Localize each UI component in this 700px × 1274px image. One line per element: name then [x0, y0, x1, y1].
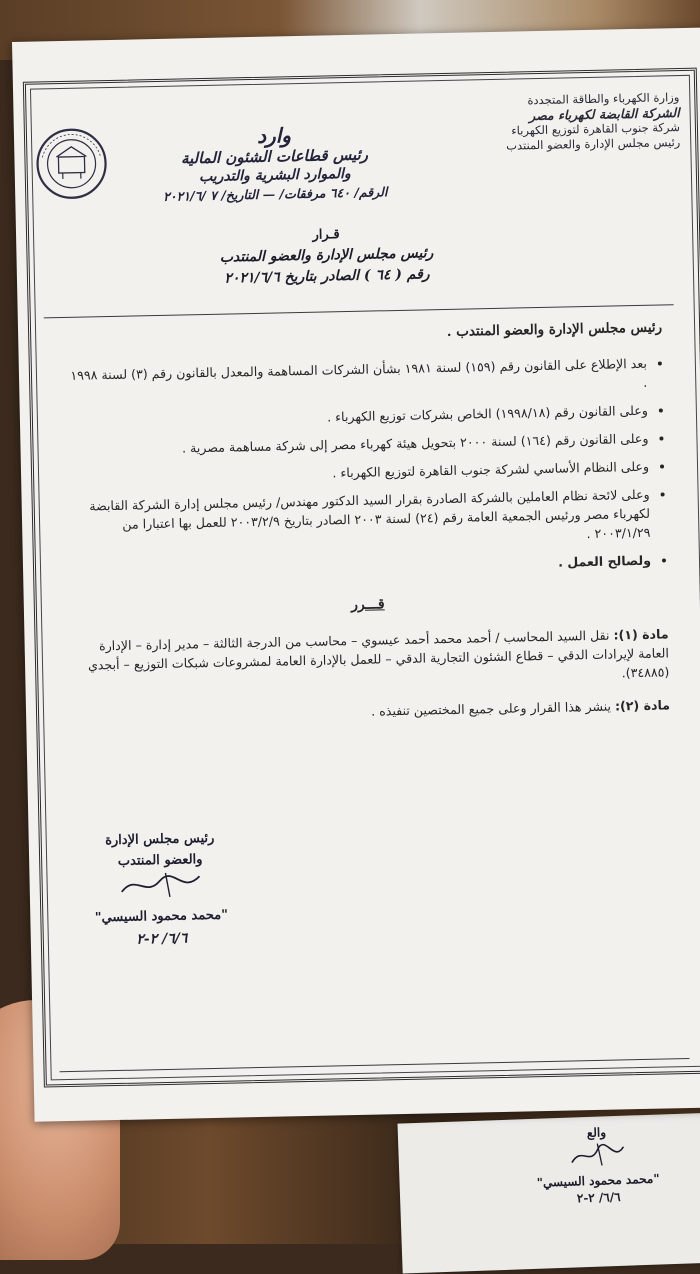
ministry-name: وزارة الكهرباء والطاقة المتجددة — [527, 90, 680, 108]
article-1-text: نقل السيد المحاسب / أحمد محمد أحمد عيسوي – محاسب من الدرجة الثالثة – مدير إدارة – الإدارة العامة لإيرادات الدقي – قطاع الشئون التجارية الدقي – للعمل بالإدارة العامة لمشروعات شبكات التوزيع – أبجدي (٣٤٨٨٥). — [87, 627, 670, 681]
preamble-closing: • ولصالح العمل . — [67, 551, 651, 582]
stamp-word: وارد — [256, 123, 292, 148]
preamble-item: • وعلى لائحة نظام العاملين بالشركة الصادرة بقرار السيد الدكتور مهندس/ رئيس مجلس إدارة الشركة القابضة لكهرباء مصر ورئيس الجمعية العامة رقم (٢٤) لسنة ٢٠٠٣ الصادر بتاريخ ٢٠٠٣/٢/٩ للعمل بها اعتبارا من ٢٠٠٣/١/٢٩ . — [66, 485, 651, 554]
second-page-fragment — [397, 1112, 700, 1273]
second-page-name: "محمد محمود السيسي" — [536, 1171, 660, 1190]
signature-date: ٦/٦/ ٢-٢ — [136, 930, 188, 948]
decision-heading: قـرار — [312, 227, 340, 243]
stamp-line-1: رئيس قطاعات الشئون المالية — [180, 145, 369, 168]
stamp-line-2: والموارد البشرية والتدريب — [198, 165, 351, 186]
letterhead-right — [505, 90, 680, 154]
office-name: رئيس مجلس الإدارة والعضو المنتدب — [506, 135, 681, 153]
article-1-label: مادة (١): — [613, 626, 669, 643]
decision-number: رقم ( ٦٤ ) الصادر بتاريخ ٢٠٢١/٦/٦ — [224, 266, 430, 287]
second-page-signature — [535, 1123, 661, 1209]
signature-title-2: والعضو المنتدب — [117, 852, 203, 869]
preamble-list — [63, 353, 667, 582]
holding-company-name: الشركة القابضة لكهرباء مصر — [529, 105, 680, 124]
preamble-item: • وعلى القانون رقم (١٦٤) لسنة ٢٠٠٠ بتحويل هيئة كهرباء مصر إلى شركة مساهمة مصرية . — [64, 429, 648, 460]
company-name: شركة جنوب القاهرة لتوزيع الكهرباء — [511, 120, 681, 138]
decides-heading: قـــرر — [350, 596, 385, 614]
decision-heading-block — [196, 223, 457, 290]
stamp-reference: الرقم/ ٦٤٠ مرفقات/ — التاريخ/ ٧ /٢٠٢١/٦ — [162, 184, 388, 204]
second-page-fragment-text: والع — [586, 1125, 607, 1141]
preamble-item: • بعد الإطلاع على القانون رقم (١٥٩) لسنة ١٩٨١ بشأن الشركات المساهمة والمعدل بالقانون رقم (٣) لسنة ١٩٩٨ . — [63, 354, 648, 404]
second-page-date: ٦/٦/ ٢-٢ — [576, 1189, 621, 1206]
article-2-label: مادة (٢): — [614, 697, 671, 714]
signature-block — [85, 828, 238, 952]
signatory-name: "محمد محمود السيسي" — [94, 907, 229, 926]
signature-title-1: رئيس مجلس الإدارة — [104, 830, 215, 849]
document-page — [12, 27, 700, 1121]
company-seal-icon — [34, 126, 110, 202]
signature-scribble-icon — [115, 870, 206, 900]
preamble-item: • وعلى القانون رقم (١٩٩٨/١٨) الخاص بشركات توزيع الكهرباء . — [64, 401, 648, 432]
article-1 — [68, 624, 669, 694]
incoming-stamp — [144, 122, 406, 206]
decision-body — [62, 318, 670, 740]
signature-scribble-icon — [567, 1141, 628, 1169]
preamble-item: • وعلى النظام الأساسي لشركة جنوب القاهرة لتوزيع الكهرباء . — [65, 457, 649, 488]
body-title: رئيس مجلس الإدارة والعضو المنتدب . — [446, 319, 663, 340]
article-2 — [70, 695, 670, 727]
decision-issuer: رئيس مجلس الإدارة والعضو المنتدب — [219, 245, 434, 266]
article-2-text: ينشر هذا القرار وعلى جميع المختصين تنفيذه . — [370, 698, 612, 719]
